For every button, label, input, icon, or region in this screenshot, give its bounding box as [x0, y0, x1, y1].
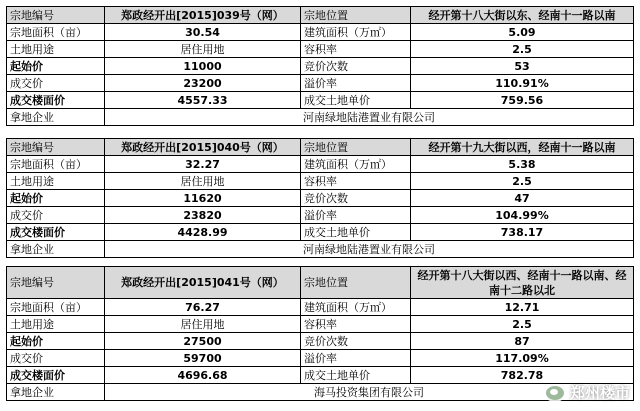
table-row [7, 92, 634, 109]
winner-value: 河南绿地陆港置业有限公司 [105, 241, 634, 258]
land-area-value: 76.27 [105, 299, 301, 316]
table-row [7, 384, 634, 401]
deal-price-value: 23820 [105, 207, 301, 224]
deal-price-value: 23200 [105, 75, 301, 92]
table-row [7, 241, 634, 258]
watermark [544, 382, 630, 403]
parcel-no-value: 郑政经开出[2015]041号（网） [105, 267, 301, 299]
label-premium-rate: 溢价率 [301, 75, 411, 92]
bid-count-value: 47 [411, 190, 634, 207]
label-plot-ratio: 容积率 [301, 173, 411, 190]
label-bid-count: 竞价次数 [301, 333, 411, 350]
label-location: 宗地位置 [301, 267, 411, 299]
building-area-value: 12.71 [411, 299, 634, 316]
label-deal-price: 成交价 [7, 350, 105, 367]
label-winner: 拿地企业 [7, 241, 105, 258]
table-row [7, 156, 634, 173]
unit-land-price-value: 738.17 [411, 224, 634, 241]
location-value: 经开第十八大街以西、经南十一路以南、经南十二路以北 [411, 267, 634, 299]
deal-price-value: 59700 [105, 350, 301, 367]
label-bid-count: 竞价次数 [301, 58, 411, 75]
location-value: 经开第十八大街以东、经南十一路以南 [411, 7, 634, 24]
location-value: 经开第十九大街以西，经南十一路以南 [411, 139, 634, 156]
label-premium-rate: 溢价率 [301, 350, 411, 367]
winner-value: 海马投资集团有限公司 [105, 384, 634, 401]
label-winner: 拿地企业 [7, 109, 105, 126]
label-start-price: 起始价 [7, 333, 105, 350]
label-building-area: 建筑面积（万㎡） [301, 24, 411, 41]
label-floor-price: 成交楼面价 [7, 224, 105, 241]
table-row [7, 41, 634, 58]
building-area-value: 5.38 [411, 156, 634, 173]
table-row [7, 367, 634, 384]
table-row [7, 75, 634, 92]
label-land-use: 土地用途 [7, 41, 105, 58]
parcel-no-value: 郑政经开出[2015]040号（网） [105, 139, 301, 156]
label-premium-rate: 溢价率 [301, 207, 411, 224]
building-area-value: 5.09 [411, 24, 634, 41]
label-location: 宗地位置 [301, 7, 411, 24]
floor-price-value: 4557.33 [105, 92, 301, 109]
label-land-use: 土地用途 [7, 316, 105, 333]
bid-count-value: 87 [411, 333, 634, 350]
table-row [7, 190, 634, 207]
label-unit-land-price: 成交土地单价 [301, 92, 411, 109]
table-row [7, 58, 634, 75]
label-parcel-no: 宗地编号 [7, 267, 105, 299]
label-plot-ratio: 容积率 [301, 41, 411, 58]
label-parcel-no: 宗地编号 [7, 7, 105, 24]
table-row [7, 316, 634, 333]
unit-land-price-value: 759.56 [411, 92, 634, 109]
label-land-area: 宗地面积（亩） [7, 24, 105, 41]
label-deal-price: 成交价 [7, 75, 105, 92]
label-bid-count: 竞价次数 [301, 190, 411, 207]
floor-price-value: 4428.99 [105, 224, 301, 241]
label-unit-land-price: 成交土地单价 [301, 367, 411, 384]
label-unit-land-price: 成交土地单价 [301, 224, 411, 241]
table-row [7, 207, 634, 224]
label-building-area: 建筑面积（万㎡） [301, 156, 411, 173]
table-row [7, 224, 634, 241]
watermark-text: 郑州楼市 [569, 384, 630, 402]
table-row [7, 7, 634, 24]
land-area-value: 32.27 [105, 156, 301, 173]
parcel-table-040 [6, 138, 634, 258]
unit-land-price-value: 782.78 [411, 367, 634, 384]
land-use-value: 居住用地 [105, 316, 301, 333]
start-price-value: 11000 [105, 58, 301, 75]
table-row [7, 139, 634, 156]
label-land-area: 宗地面积（亩） [7, 299, 105, 316]
label-plot-ratio: 容积率 [301, 316, 411, 333]
label-start-price: 起始价 [7, 58, 105, 75]
start-price-value: 27500 [105, 333, 301, 350]
table-row [7, 173, 634, 190]
table-row [7, 299, 634, 316]
land-use-value: 居住用地 [105, 173, 301, 190]
label-floor-price: 成交楼面价 [7, 92, 105, 109]
plot-ratio-value: 2.5 [411, 173, 634, 190]
label-land-area: 宗地面积（亩） [7, 156, 105, 173]
table-row [7, 24, 634, 41]
table-row [7, 109, 634, 126]
label-land-use: 土地用途 [7, 173, 105, 190]
label-winner: 拿地企业 [7, 384, 105, 401]
bid-count-value: 53 [411, 58, 634, 75]
start-price-value: 11620 [105, 190, 301, 207]
label-building-area: 建筑面积（万㎡） [301, 299, 411, 316]
floor-price-value: 4696.68 [105, 367, 301, 384]
land-area-value: 30.54 [105, 24, 301, 41]
parcel-no-value: 郑政经开出[2015]039号（网） [105, 7, 301, 24]
parcel-table-041 [6, 266, 634, 401]
premium-rate-value: 104.99% [411, 207, 634, 224]
label-start-price: 起始价 [7, 190, 105, 207]
table-row [7, 267, 634, 299]
label-location: 宗地位置 [301, 139, 411, 156]
table-row [7, 350, 634, 367]
premium-rate-value: 117.09% [411, 350, 634, 367]
plot-ratio-value: 2.5 [411, 316, 634, 333]
land-use-value: 居住用地 [105, 41, 301, 58]
label-floor-price: 成交楼面价 [7, 367, 105, 384]
plot-ratio-value: 2.5 [411, 41, 634, 58]
label-deal-price: 成交价 [7, 207, 105, 224]
parcel-table-039 [6, 6, 634, 126]
winner-value: 河南绿地陆港置业有限公司 [105, 109, 634, 126]
label-parcel-no: 宗地编号 [7, 139, 105, 156]
premium-rate-value: 110.91% [411, 75, 634, 92]
table-row [7, 333, 634, 350]
wechat-icon [544, 384, 566, 402]
